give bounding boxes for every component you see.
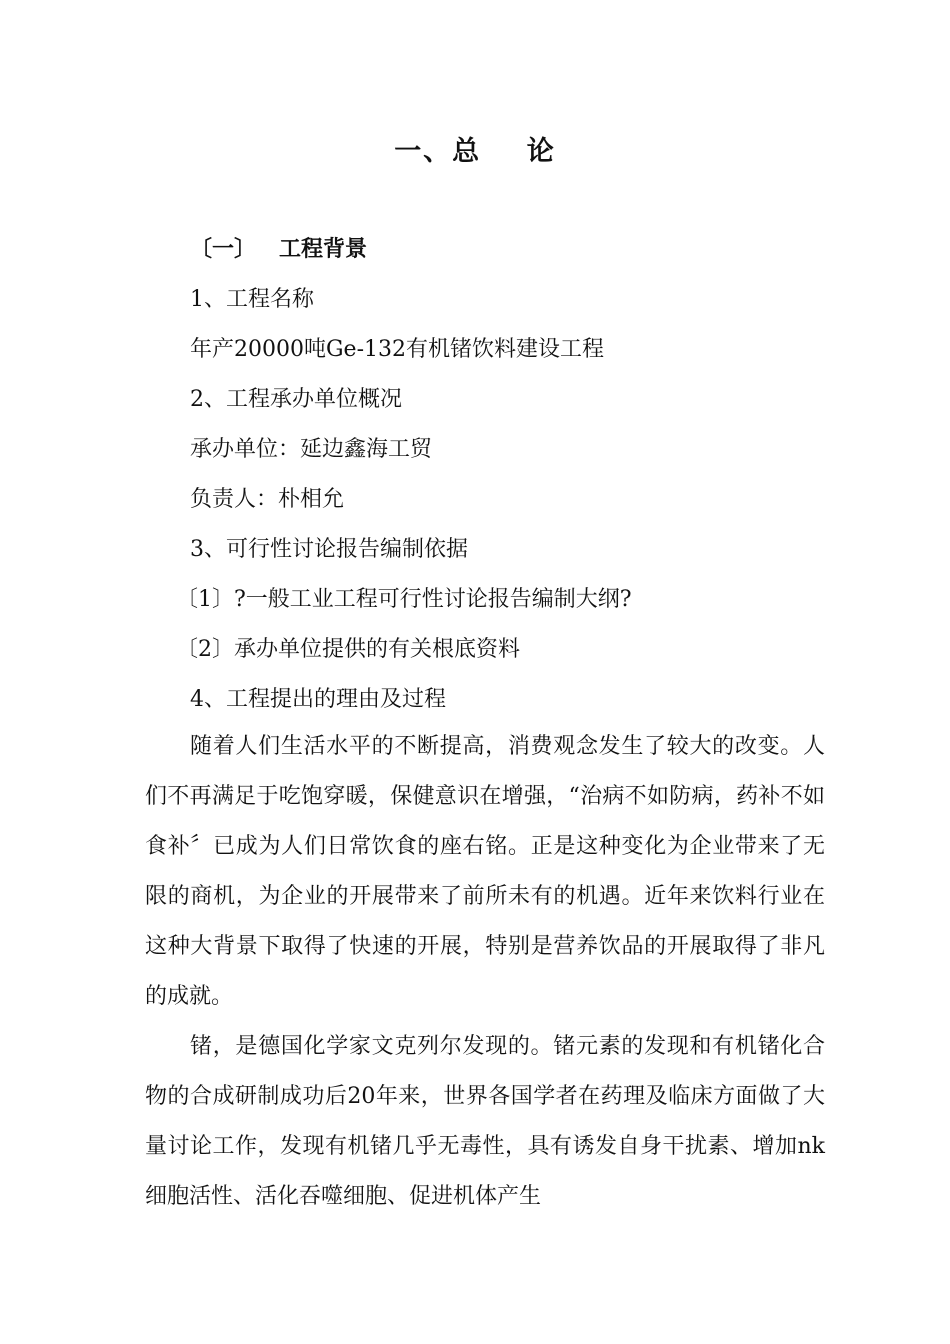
item-reason-heading: 4、工程提出的理由及过程 [190, 687, 446, 712]
chapter-title: 一、总 论 [394, 136, 556, 167]
item-basis-1: 〔1〕?一般工业工程可行性讨论报告编制大纲? [176, 587, 632, 612]
section-heading: 〔一〕 工程背景 [190, 237, 367, 262]
item-undertaker-heading: 2、工程承办单位概况 [190, 387, 402, 412]
item-undertaker-unit: 承办单位：延边鑫海工贸 [190, 437, 433, 462]
item-project-name-heading: 1、工程名称 [190, 287, 314, 312]
body-paragraph-2: 锗，是德国化学家文克列尔发现的。锗元素的发现和有机锗化合物的合成研制成功后20年来，世界各国学者在药理及临床方面做了大量讨论工作，发现有机锗几乎无毒性，具有诱发自身干扰素、增加nk细胞活性、活化吞噬细胞、促进机体产生 [145, 1034, 825, 1209]
item-basis-heading: 3、可行性讨论报告编制依据 [190, 537, 468, 562]
body-paragraph-1: 随着人们生活水平的不断提高，消费观念发生了较大的改变。人们不再满足于吃饱穿暖，保健意识在增强，“治病不如防病，药补不如食补〞已成为人们日常饮食的座右铭。正是这种变化为企业带来了无限的商机，为企业的开展带来了前所未有的机遇。近年来饮料行业在这种大背景下取得了快速的开展，特别是营养饮品的开展取得了非凡的成就。 [145, 734, 825, 1009]
item-person-in-charge: 负责人：朴相允 [190, 487, 345, 512]
item-project-name-value: 年产20000吨Ge-132有机锗饮料建设工程 [190, 337, 605, 362]
item-basis-2: 〔2〕承办单位提供的有关根底资料 [176, 637, 520, 662]
